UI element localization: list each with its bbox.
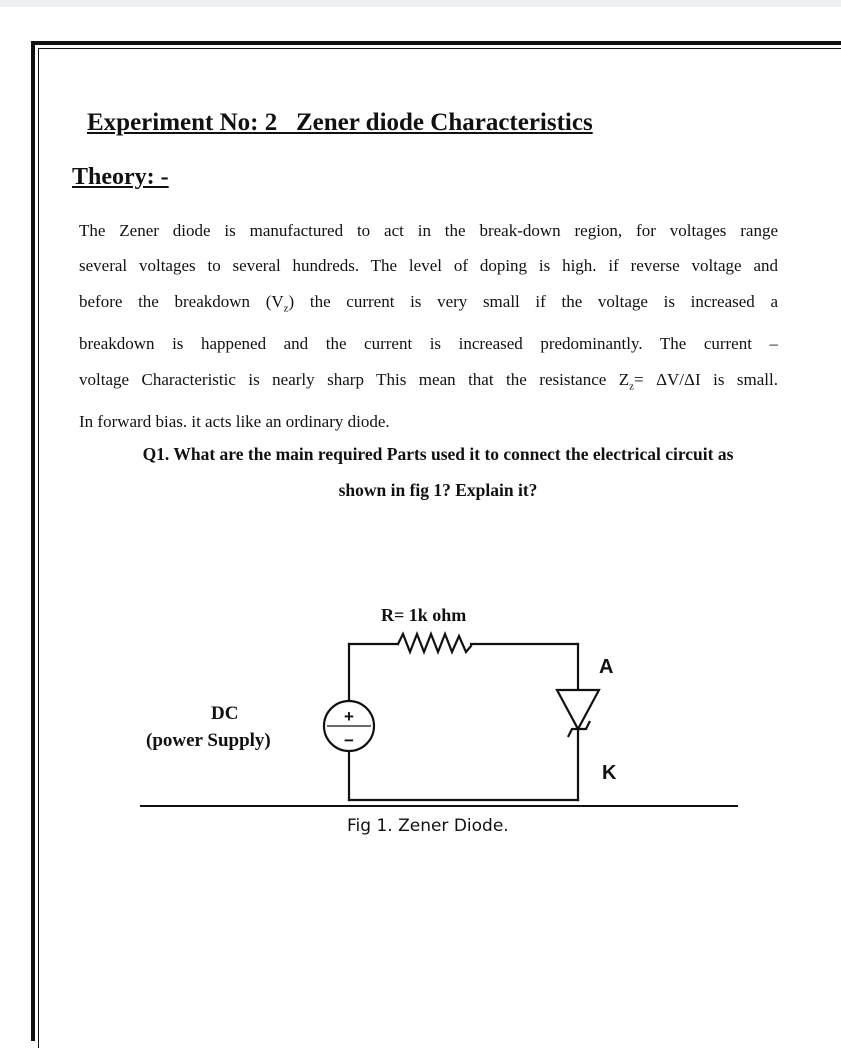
- theory-line-3b: ) the current is very small if the voltage is increased a: [288, 291, 778, 311]
- theory-line-5b: = ΔV/ΔI is small.: [634, 369, 778, 389]
- resistor-label: R= 1k ohm: [381, 605, 467, 625]
- resistor-zigzag: [398, 634, 471, 652]
- zener-triangle: [557, 690, 599, 729]
- question-1-line-1: Q1. What are the main required Parts used it to connect the electrical circuit as: [142, 444, 734, 464]
- vz-subscript: z: [283, 301, 289, 314]
- theory-line-6: In forward bias. it acts like an ordinary diode.: [79, 412, 390, 432]
- theory-heading: Theory: -: [72, 164, 169, 190]
- zener-diode-symbol: [557, 690, 599, 737]
- plus-sign: +: [344, 707, 354, 726]
- figure-caption: Fig 1. Zener Diode.: [347, 816, 509, 836]
- zz-subscript: z: [629, 379, 635, 392]
- minus-sign: −: [344, 731, 354, 750]
- power-supply-label: (power Supply): [146, 730, 271, 751]
- experiment-title: Experiment No: 2 Zener diode Characteristics: [87, 109, 593, 136]
- theory-line-3a: before the breakdown (V: [79, 291, 284, 311]
- theory-line-5a: voltage Characteristic is nearly sharp This mean that the resistance Z: [79, 369, 630, 389]
- anode-label: A: [599, 656, 614, 678]
- theory-line-1: The Zener diode is manufactured to act in the break-down region, for voltages range: [79, 221, 778, 240]
- question-1-line-2: shown in fig 1? Explain it?: [338, 480, 538, 500]
- theory-line-2: several voltages to several hundreds. The level of doping is high. if reverse voltage and: [79, 256, 778, 276]
- dc-label: DC: [211, 703, 239, 724]
- theory-line-4: breakdown is happened and the current is increased predominantly. The current –: [79, 334, 778, 354]
- cathode-label: K: [602, 762, 617, 784]
